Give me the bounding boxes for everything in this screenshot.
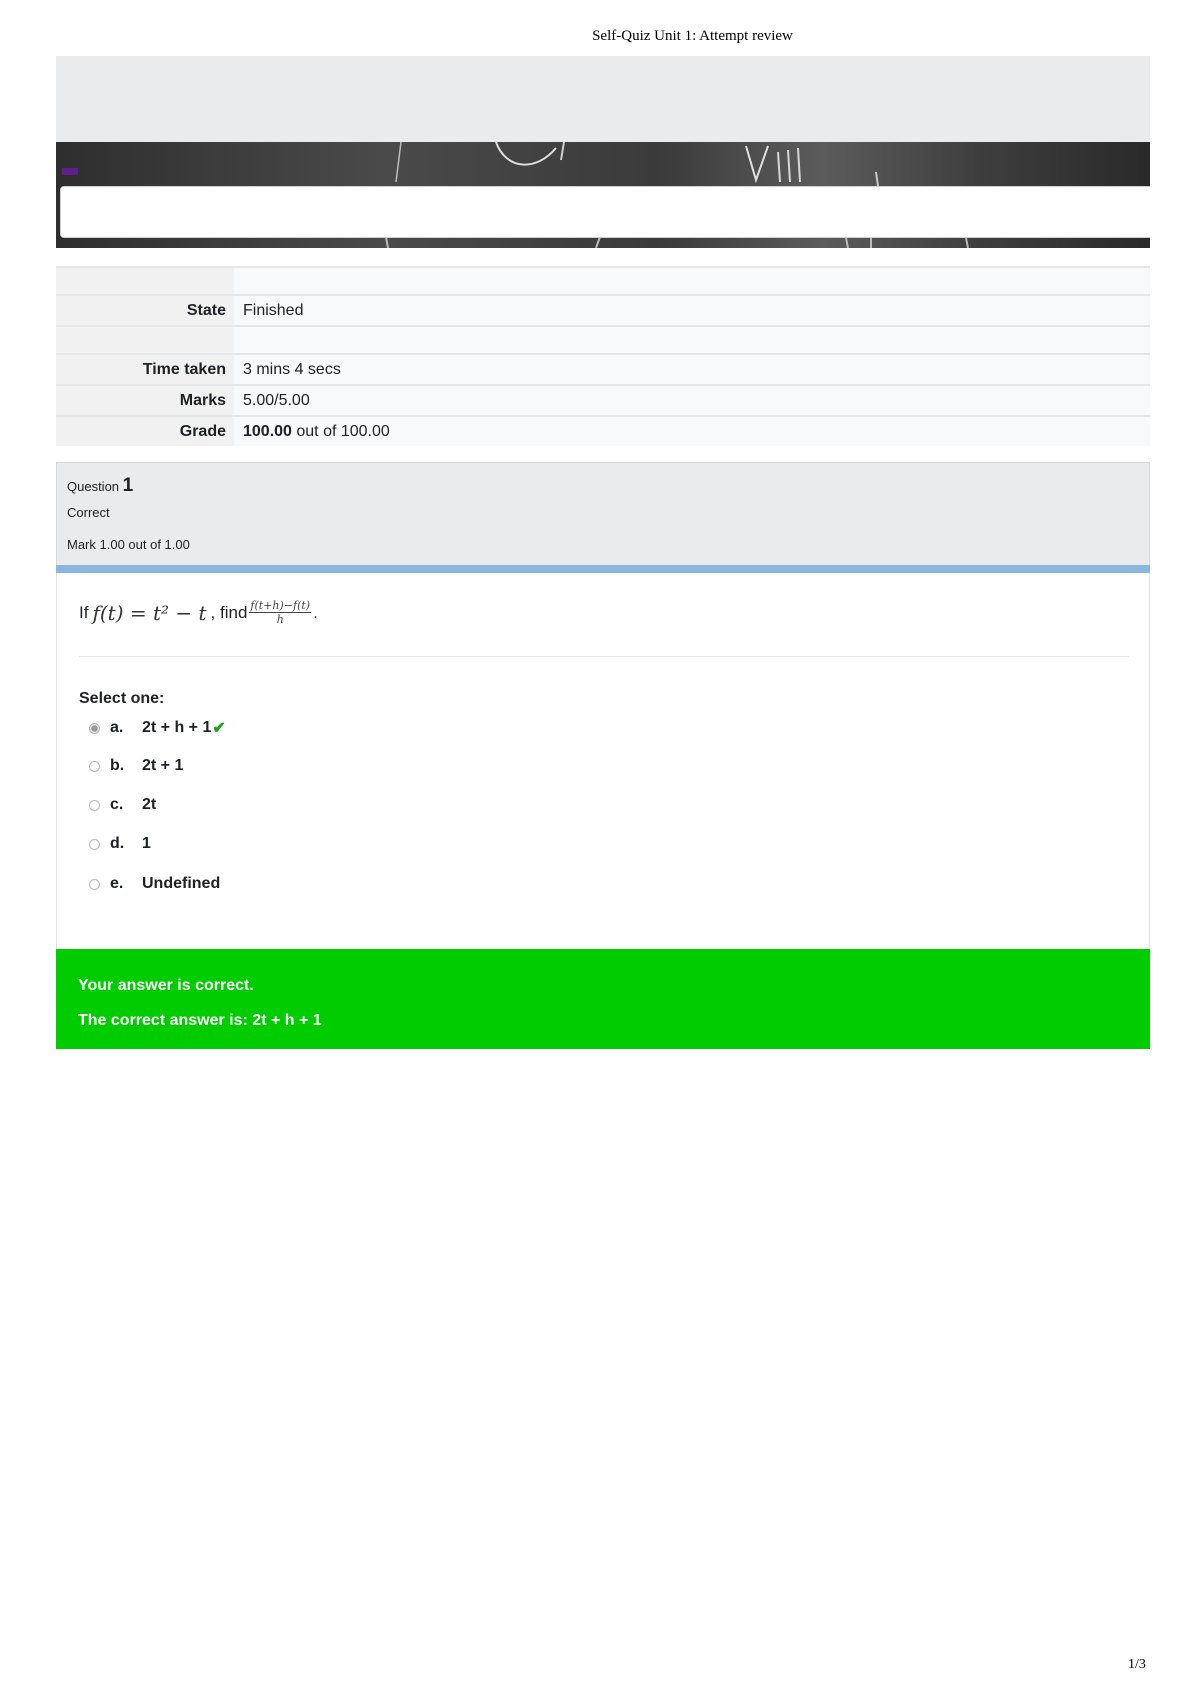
question-info-panel — [56, 462, 1150, 566]
summary-value — [234, 326, 1150, 354]
check-icon: ✔ — [212, 720, 226, 737]
option-text: 2t + h + 1 — [142, 719, 212, 736]
summary-row-marks — [56, 385, 1150, 416]
answer-option-e[interactable] — [89, 875, 220, 893]
course-hero-image — [56, 142, 1150, 248]
answer-option-d[interactable] — [89, 835, 151, 853]
question-text-if: If — [79, 602, 89, 622]
answer-option-c[interactable] — [89, 796, 156, 814]
page-heading-card — [60, 186, 1150, 238]
question-text-find: , find — [210, 602, 248, 622]
select-one-label: Select one: — [79, 690, 165, 707]
question-state: Correct — [67, 505, 110, 520]
question-text — [79, 599, 318, 626]
math-expression: f(t) = t² − t — [92, 600, 207, 625]
radio-button[interactable] — [89, 723, 100, 734]
question-number-value: 1 — [122, 475, 134, 496]
option-letter: a. — [110, 719, 124, 736]
option-letter: d. — [110, 835, 125, 852]
option-text: 2t — [142, 796, 157, 813]
summary-row-grade — [56, 416, 1150, 446]
summary-value: 5.00/5.00 — [234, 385, 1150, 416]
summary-label: Marks — [56, 385, 234, 416]
fraction-denominator: h — [276, 613, 284, 626]
grade-total: out of 100.00 — [291, 422, 390, 440]
summary-value — [234, 267, 1150, 295]
option-letter: c. — [110, 796, 124, 813]
option-letter: e. — [110, 875, 124, 892]
summary-row — [56, 267, 1150, 295]
answer-option-b[interactable] — [89, 757, 183, 775]
summary-label: State — [56, 295, 234, 326]
question-content — [56, 573, 1150, 949]
option-text: 1 — [142, 835, 151, 852]
grade-score: 100.00 — [243, 422, 292, 440]
question-mark: Mark 1.00 out of 1.00 — [67, 537, 190, 552]
option-text: Undefined — [142, 875, 221, 892]
question-label: Question — [67, 479, 123, 494]
fraction-numerator: f(t+h)−f(t) — [250, 599, 311, 612]
summary-row-state — [56, 295, 1150, 326]
page-number: 1/3 — [1128, 1657, 1146, 1672]
radio-button[interactable] — [89, 761, 100, 772]
attempt-summary-table — [56, 266, 1150, 446]
summary-label: Grade — [56, 416, 234, 446]
feedback-result: Your answer is correct. — [78, 977, 254, 994]
answer-option-a[interactable] — [89, 718, 226, 738]
radio-button[interactable] — [89, 879, 100, 890]
summary-value: Finished — [234, 295, 1150, 326]
summary-value — [234, 416, 1150, 446]
summary-value: 3 mins 4 secs — [234, 354, 1150, 385]
hero-tag — [62, 168, 78, 175]
radio-button[interactable] — [89, 839, 100, 850]
option-letter: b. — [110, 757, 125, 774]
question-text-end: . — [313, 602, 318, 622]
question-number — [67, 475, 133, 497]
summary-label — [56, 267, 234, 295]
summary-row-time — [56, 354, 1150, 385]
summary-row — [56, 326, 1150, 354]
page-header-banner — [56, 56, 1150, 142]
summary-label — [56, 326, 234, 354]
radio-button[interactable] — [89, 800, 100, 811]
math-fraction — [249, 599, 311, 626]
feedback-correct-answer: The correct answer is: 2t + h + 1 — [78, 1012, 322, 1029]
answer-feedback — [56, 949, 1150, 1049]
question-accent-bar — [56, 565, 1150, 573]
divider — [79, 656, 1129, 657]
option-text: 2t + 1 — [142, 757, 184, 774]
summary-label: Time taken — [56, 354, 234, 385]
document-title: Self-Quiz Unit 1: Attempt review — [592, 28, 793, 44]
